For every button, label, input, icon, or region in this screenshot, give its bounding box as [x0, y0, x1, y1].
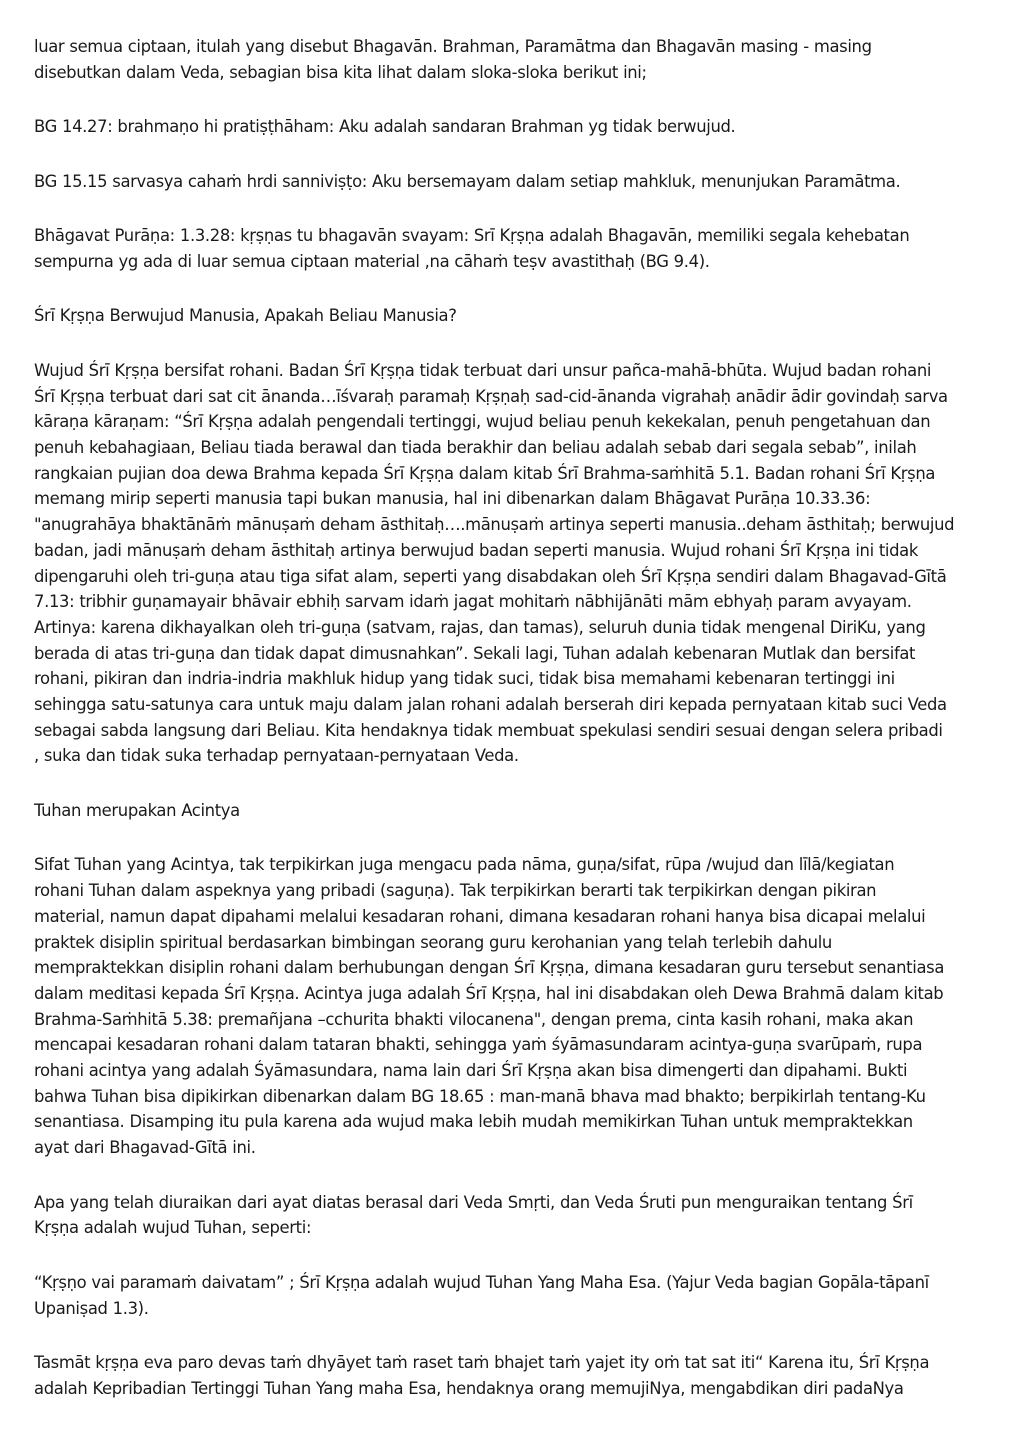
section-heading-berwujud-manusia: Śrī Kṛṣṇa Berwujud Manusia, Apakah Beliau Manusia? — [34, 306, 457, 326]
paragraph-sifat-acintya: Sifat Tuhan yang Acintya, tak terpikirkan juga mengacu pada nāma, guṇa/sifat, rūpa /wujud dan līlā/kegiatan rohani Tuhan dalam aspeknya yang pribadi (saguṇa). Tak terpikirkan berarti tak terpikirkan dengan pikiran material, namun dapat dipahami melalui kesadaran rohani, dimana kesadaran rohani hanya bisa dicapai melalui praktek disiplin spiritual berdasarkan bimbingan seorang guru kerohanian yang telah terlebih dahulu mempraktekkan disiplin rohani dalam berhubungan dengan Śrī Kṛṣṇa, dimana kesadaran guru tersebut senantiasa dalam meditasi kepada Śrī Kṛṣṇa. Acintya juga adalah Śrī Kṛṣṇa, hal ini disabdakan oleh Dewa Brahmā dalam kitab Brahma-Saṁhitā 5.38: premañjana –cchurita bhakti vilocanena", dengan prema, cinta kasih rohani, maka akan mencapai kesadaran rohani dalam tataran bhakti, sehingga yaṁ śyāmasundaram acintya-guṇa svarūpaṁ, rupa rohani acintya yang adalah Śyāmasundara, nama lain dari Śrī Kṛṣṇa akan bisa dimengerti dan dipahami. Bukti bahwa Tuhan bisa dipikirkan dibenarkan dalam BG 18.65 : man-manā bhava mad bhakto; berpikirlah tentang-Ku senantiasa. Disamping itu pula karena ada wujud maka lebih mudah memikirkan Tuhan untuk mempraktekkan ayat dari Bhagavad-Gītā ini. — [34, 855, 945, 1158]
paragraph-wujud-rohani: Wujud Śrī Kṛṣṇa bersifat rohani. Badan Śrī Kṛṣṇa tidak terbuat dari unsur pañca-mahā-bhūta. Wujud badan rohani Śrī Kṛṣṇa terbuat dari sat cit ānanda…īśvaraḥ paramaḥ Kṛṣṇaḥ sad-cid-ānanda vigrahaḥ anādir ādir govindaḥ sarva kāraṇa kāraṇam: “Śrī Kṛṣṇa adalah pengendali tertinggi, wujud beliau penuh kekekalan, penuh pengetahuan dan penuh kebahagiaan, Beliau tiada berawal dan tiada berakhir dan beliau adalah sebab dari segala sebab”, inilah rangkaian pujian doa dewa Brahma kepada Śrī Kṛṣṇa dalam kitab Śrī Brahma-saṁhitā 5.1. Badan rohani Śrī Kṛṣṇa memang mirip seperti manusia tapi bukan manusia, hal ini dibenarkan dalam Bhāgavat Purāṇa 10.33.36: "anugrahāya bhaktānāṁ mānuṣaṁ deham āsthitaḥ….mānuṣaṁ artinya seperti manusia..deham āsthitaḥ; berwujud badan, jadi mānuṣaṁ deham āsthitaḥ artinya berwujud badan seperti manusia. Wujud rohani Śrī Kṛṣṇa ini tidak dipengaruhi oleh tri-guṇa atau tiga sifat alam, seperti yang disabdakan oleh Śrī Kṛṣṇa sendiri dalam Bhagavad-Gītā 7.13: tribhir guṇamayair bhāvair ebhiḥ sarvam idaṁ jagat mohitaṁ nābhijānāti mām ebhyaḥ param avyayam. Artinya: karena dikhayalkan oleh tri-guṇa (satvam, rajas, dan tamas), seluruh dunia tidak mengenal DiriKu, yang berada di atas tri-guṇa dan tidak dapat dimusnahkan”. Sekali lagi, Tuhan adalah kebenaran Mutlak dan bersifat rohani, pikiran dan indria-indria makhluk hidup yang tidak suci, tidak bisa memahami kebenaran tertinggi ini sehingga satu-satunya cara untuk maju dalam jalan rohani adalah berserah diri kepada pernyataan kitab suci Veda sebagai sabda langsung dari Beliau. Kita hendaknya tidak membuat spekulasi sendiri sesuai dengan selera pribadi , suka dan tidak suka terhadap pernyataan-pernyataan Veda. — [34, 360, 955, 766]
paragraph-bg-15-15: BG 15.15 sarvasya cahaṁ hrdi sanniviṣṭo: Aku bersemayam dalam setiap mahkluk, menunjukan Paramātma. — [34, 171, 901, 191]
paragraph-veda-smrti: Apa yang telah diuraikan dari ayat diatas berasal dari Veda Smṛti, dan Veda Śruti pun menguraikan tentang Śrī Kṛṣṇa adalah wujud Tuhan, seperti: — [34, 1192, 913, 1238]
paragraph-bhagavat-purana: Bhāgavat Purāṇa: 1.3.28: kṛṣṇas tu bhagavān svayam: Srī Kṛṣṇa adalah Bhagavān, memiliki segala kehebatan sempurna yg ada di luar semua ciptaan material ,na cāhaṁ teṣv avastithaḥ (BG 9.4). — [34, 226, 910, 271]
paragraph-bg-14-27: BG 14.27: brahmaṇo hi pratiṣṭhāham: Aku adalah sandaran Brahman yg tidak berwujud. — [34, 117, 736, 137]
paragraph-tasmat: Tasmāt kṛṣṇa eva paro devas taṁ dhyāyet taṁ raset taṁ bhajet taṁ yajet ity oṁ tat sat iti“ Karena itu, Śrī Kṛṣṇa adalah Kepribadian Tertinggi Tuhan Yang maha Esa, hendaknya orang memujiNya, mengabdikan diri padaNya — [34, 1353, 930, 1398]
section-heading-acintya: Tuhan merupakan Acintya — [34, 800, 240, 820]
document-page — [34, 34, 994, 1430]
paragraph-yajur-veda: “Kṛṣṇo vai paramaṁ daivatam” ; Śrī Kṛṣṇa adalah wujud Tuhan Yang Maha Esa. (Yajur Veda bagian Gopāla-tāpanī Upaniṣad 1.3). — [34, 1272, 929, 1318]
paragraph-intro: luar semua ciptaan, itulah yang disebut Bhagavān. Brahman, Paramātma dan Bhagavān masing - masing disebutkan dalam Veda, sebagian bisa kita lihat dalam sloka-sloka berikut ini; — [34, 37, 872, 82]
